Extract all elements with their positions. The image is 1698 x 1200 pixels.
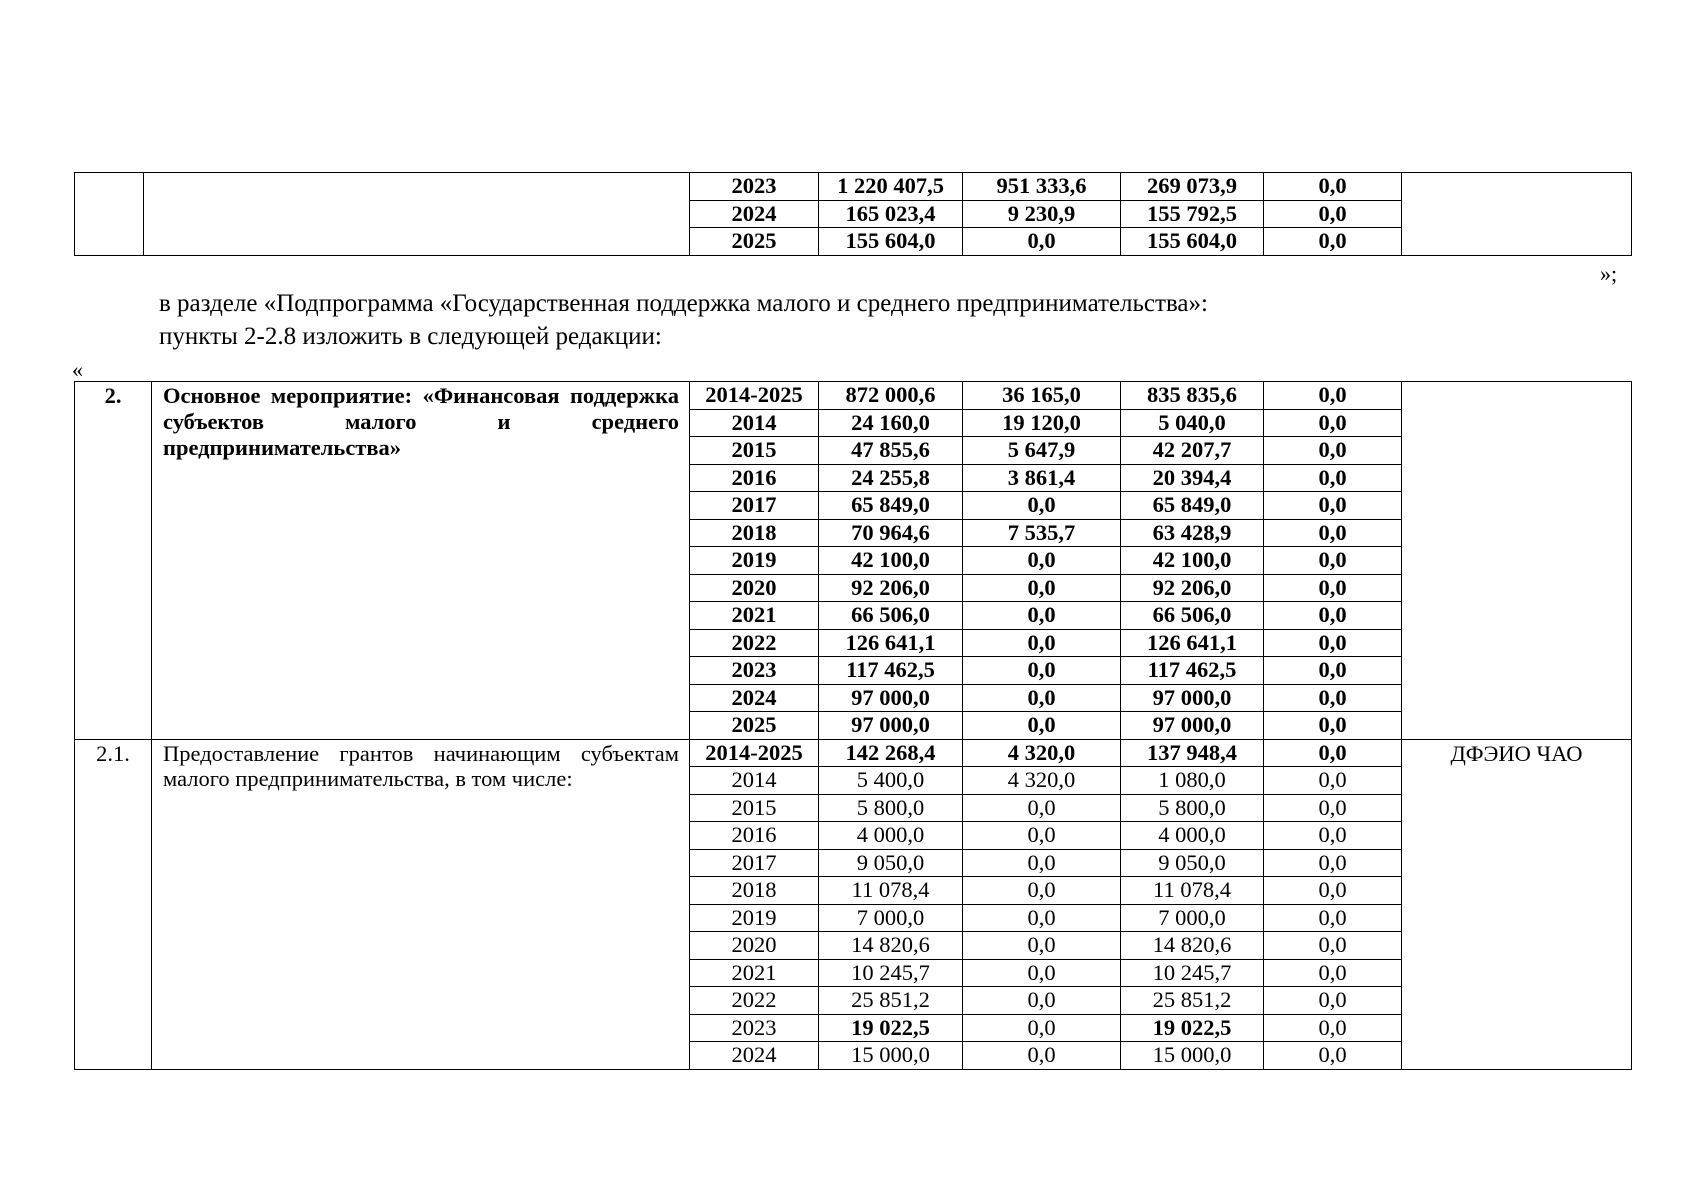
regional-cell: 15 000,0 — [1121, 1042, 1264, 1070]
regional-cell: 1 080,0 — [1121, 767, 1264, 795]
year-cell: 2021 — [690, 959, 819, 987]
federal-cell: 0,0 — [963, 794, 1121, 822]
other-cell: 0,0 — [1264, 519, 1402, 547]
total-cell: 5 800,0 — [819, 794, 963, 822]
regional-cell: 9 050,0 — [1121, 849, 1264, 877]
total-cell: 155 604,0 — [819, 228, 963, 256]
federal-cell: 951 333,6 — [963, 173, 1121, 201]
total-cell: 7 000,0 — [819, 904, 963, 932]
total-cell: 47 855,6 — [819, 437, 963, 465]
total-cell: 65 849,0 — [819, 492, 963, 520]
regional-cell: 5 040,0 — [1121, 409, 1264, 437]
federal-cell: 0,0 — [963, 904, 1121, 932]
federal-cell: 0,0 — [963, 959, 1121, 987]
item-number-cell: 2.1. — [75, 739, 152, 1069]
regional-cell: 66 506,0 — [1121, 602, 1264, 630]
regional-cell: 117 462,5 — [1121, 657, 1264, 685]
other-cell: 0,0 — [1264, 629, 1402, 657]
federal-cell: 0,0 — [963, 629, 1121, 657]
executor-cell — [1402, 382, 1632, 740]
regional-cell: 63 428,9 — [1121, 519, 1264, 547]
federal-cell: 0,0 — [963, 492, 1121, 520]
federal-cell: 0,0 — [963, 822, 1121, 850]
total-cell: 25 851,2 — [819, 987, 963, 1015]
year-cell: 2014-2025 — [690, 382, 819, 410]
year-cell: 2018 — [690, 877, 819, 905]
regional-cell: 42 207,7 — [1121, 437, 1264, 465]
federal-cell: 5 647,9 — [963, 437, 1121, 465]
table-row — [75, 173, 1632, 201]
year-cell: 2020 — [690, 574, 819, 602]
item-name-cell: Предоставление грантов начинающим субъектам малого предпринимательства, в том числе: — [152, 739, 690, 1069]
year-cell: 2025 — [690, 712, 819, 740]
year-cell: 2017 — [690, 492, 819, 520]
total-cell: 14 820,6 — [819, 932, 963, 960]
financing-table — [74, 381, 1632, 1070]
other-cell: 0,0 — [1264, 602, 1402, 630]
federal-cell: 0,0 — [963, 574, 1121, 602]
regional-cell: 97 000,0 — [1121, 712, 1264, 740]
year-cell: 2019 — [690, 547, 819, 575]
year-cell: 2022 — [690, 629, 819, 657]
year-cell: 2014 — [690, 409, 819, 437]
total-cell: 1 220 407,5 — [819, 173, 963, 201]
year-cell: 2016 — [690, 822, 819, 850]
year-cell: 2023 — [690, 657, 819, 685]
federal-cell: 19 120,0 — [963, 409, 1121, 437]
year-cell: 2020 — [690, 932, 819, 960]
other-cell: 0,0 — [1264, 464, 1402, 492]
closing-quote: »; — [1600, 261, 1618, 286]
other-cell: 0,0 — [1264, 849, 1402, 877]
federal-cell: 0,0 — [963, 877, 1121, 905]
regional-cell: 97 000,0 — [1121, 684, 1264, 712]
other-cell: 0,0 — [1264, 739, 1402, 767]
total-cell: 15 000,0 — [819, 1042, 963, 1070]
federal-cell: 0,0 — [963, 932, 1121, 960]
federal-cell: 36 165,0 — [963, 382, 1121, 410]
federal-cell: 4 320,0 — [963, 767, 1121, 795]
federal-cell: 0,0 — [963, 684, 1121, 712]
other-cell: 0,0 — [1264, 822, 1402, 850]
regional-cell: 11 078,4 — [1121, 877, 1264, 905]
federal-cell: 0,0 — [963, 547, 1121, 575]
other-cell: 0,0 — [1264, 200, 1402, 228]
federal-cell: 0,0 — [963, 1042, 1121, 1070]
executor-cell — [1402, 173, 1632, 256]
total-cell: 4 000,0 — [819, 822, 963, 850]
year-cell: 2015 — [690, 437, 819, 465]
federal-cell: 0,0 — [963, 712, 1121, 740]
other-cell: 0,0 — [1264, 547, 1402, 575]
regional-cell: 5 800,0 — [1121, 794, 1264, 822]
other-cell: 0,0 — [1264, 228, 1402, 256]
other-cell: 0,0 — [1264, 932, 1402, 960]
instruction-paragraph: пункты 2-2.8 изложить в следующей редакции: — [159, 323, 662, 350]
total-cell: 126 641,1 — [819, 629, 963, 657]
item-number-cell: 2. — [75, 382, 152, 740]
year-cell: 2023 — [690, 173, 819, 201]
other-cell: 0,0 — [1264, 712, 1402, 740]
year-cell: 2024 — [690, 684, 819, 712]
year-cell: 2014-2025 — [690, 739, 819, 767]
year-cell: 2016 — [690, 464, 819, 492]
year-cell: 2024 — [690, 1042, 819, 1070]
year-cell: 2022 — [690, 987, 819, 1015]
other-cell: 0,0 — [1264, 767, 1402, 795]
total-cell: 97 000,0 — [819, 684, 963, 712]
year-cell: 2021 — [690, 602, 819, 630]
instruction-paragraph: в разделе «Подпрограмма «Государственная поддержка малого и среднего предпринимательства»: — [159, 290, 1208, 317]
regional-cell: 10 245,7 — [1121, 959, 1264, 987]
regional-cell: 19 022,5 — [1121, 1014, 1264, 1042]
year-cell: 2023 — [690, 1014, 819, 1042]
federal-cell: 0,0 — [963, 657, 1121, 685]
total-cell: 165 023,4 — [819, 200, 963, 228]
total-cell: 9 050,0 — [819, 849, 963, 877]
executor-cell: ДФЭИО ЧАО — [1402, 739, 1632, 1069]
other-cell: 0,0 — [1264, 657, 1402, 685]
regional-cell: 20 394,4 — [1121, 464, 1264, 492]
other-cell: 0,0 — [1264, 382, 1402, 410]
federal-cell: 0,0 — [963, 987, 1121, 1015]
regional-cell: 7 000,0 — [1121, 904, 1264, 932]
other-cell: 0,0 — [1264, 904, 1402, 932]
regional-cell: 14 820,6 — [1121, 932, 1264, 960]
total-cell: 872 000,6 — [819, 382, 963, 410]
regional-cell: 42 100,0 — [1121, 547, 1264, 575]
year-cell: 2014 — [690, 767, 819, 795]
other-cell: 0,0 — [1264, 877, 1402, 905]
year-cell: 2019 — [690, 904, 819, 932]
opening-quote: « — [72, 357, 83, 382]
regional-cell: 835 835,6 — [1121, 382, 1264, 410]
federal-cell: 7 535,7 — [963, 519, 1121, 547]
other-cell: 0,0 — [1264, 1014, 1402, 1042]
regional-cell: 92 206,0 — [1121, 574, 1264, 602]
total-cell: 142 268,4 — [819, 739, 963, 767]
year-cell: 2015 — [690, 794, 819, 822]
year-cell: 2025 — [690, 228, 819, 256]
regional-cell: 25 851,2 — [1121, 987, 1264, 1015]
total-cell: 24 255,8 — [819, 464, 963, 492]
financing-table-body — [75, 382, 1632, 1070]
year-cell: 2024 — [690, 200, 819, 228]
federal-cell: 0,0 — [963, 849, 1121, 877]
regional-cell: 65 849,0 — [1121, 492, 1264, 520]
name-cell — [144, 173, 690, 256]
other-cell: 0,0 — [1264, 492, 1402, 520]
continuation-table — [74, 172, 1632, 256]
regional-cell: 155 604,0 — [1121, 228, 1264, 256]
total-cell: 42 100,0 — [819, 547, 963, 575]
table-row — [75, 382, 1632, 410]
year-cell: 2018 — [690, 519, 819, 547]
regional-cell: 155 792,5 — [1121, 200, 1264, 228]
other-cell: 0,0 — [1264, 574, 1402, 602]
other-cell: 0,0 — [1264, 684, 1402, 712]
regional-cell: 126 641,1 — [1121, 629, 1264, 657]
federal-cell: 0,0 — [963, 228, 1121, 256]
other-cell: 0,0 — [1264, 437, 1402, 465]
federal-cell: 4 320,0 — [963, 739, 1121, 767]
other-cell: 0,0 — [1264, 794, 1402, 822]
total-cell: 24 160,0 — [819, 409, 963, 437]
year-cell: 2017 — [690, 849, 819, 877]
federal-cell: 9 230,9 — [963, 200, 1121, 228]
other-cell: 0,0 — [1264, 409, 1402, 437]
other-cell: 0,0 — [1264, 1042, 1402, 1070]
regional-cell: 4 000,0 — [1121, 822, 1264, 850]
regional-cell: 137 948,4 — [1121, 739, 1264, 767]
total-cell: 5 400,0 — [819, 767, 963, 795]
number-cell — [75, 173, 144, 256]
total-cell: 92 206,0 — [819, 574, 963, 602]
regional-cell: 269 073,9 — [1121, 173, 1264, 201]
other-cell: 0,0 — [1264, 987, 1402, 1015]
federal-cell: 0,0 — [963, 602, 1121, 630]
total-cell: 10 245,7 — [819, 959, 963, 987]
other-cell: 0,0 — [1264, 173, 1402, 201]
total-cell: 11 078,4 — [819, 877, 963, 905]
total-cell: 19 022,5 — [819, 1014, 963, 1042]
other-cell: 0,0 — [1264, 959, 1402, 987]
total-cell: 66 506,0 — [819, 602, 963, 630]
total-cell: 117 462,5 — [819, 657, 963, 685]
federal-cell: 3 861,4 — [963, 464, 1121, 492]
table-row — [75, 739, 1632, 767]
item-name-cell: Основное мероприятие: «Финансовая поддержка субъектов малого и среднего предпринимательства» — [152, 382, 690, 740]
total-cell: 70 964,6 — [819, 519, 963, 547]
federal-cell: 0,0 — [963, 1014, 1121, 1042]
total-cell: 97 000,0 — [819, 712, 963, 740]
